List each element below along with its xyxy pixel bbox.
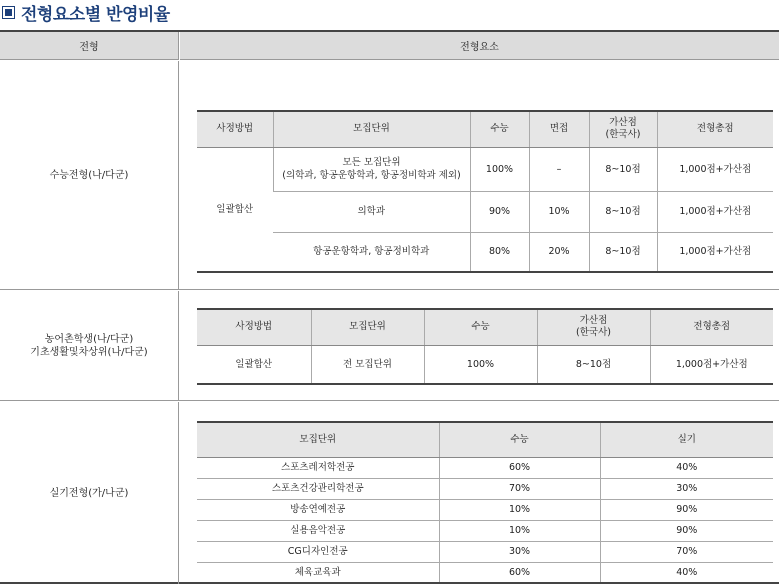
label-practical-admission: 실기전형(가/나군): [0, 402, 179, 584]
cell-interview: –: [529, 147, 589, 191]
cell-csat: 70%: [439, 478, 600, 499]
th-csat: 수능: [470, 111, 529, 147]
cell-method: 일괄합산: [197, 147, 273, 272]
th-bonus: 가산점 (한국사): [537, 309, 650, 345]
th-unit: 모집단위: [273, 111, 470, 147]
cell-bonus: 8~10점: [589, 232, 657, 272]
cell-csat: 80%: [470, 232, 529, 272]
header-admission-elements: 전형요소: [180, 32, 779, 60]
cell-unit: 방송연예전공: [197, 499, 439, 520]
cell-bonus: 8~10점: [589, 191, 657, 232]
th-bonus: 가산점 (한국사): [589, 111, 657, 147]
cell-csat: 100%: [424, 345, 537, 384]
th-total: 전형총점: [657, 111, 773, 147]
label-csat-admission: 수능전형(나/다군): [0, 61, 179, 289]
cell-method: 일괄합산: [235, 358, 273, 370]
cell-csat: 60%: [439, 562, 600, 583]
cell-unit: 의학과: [273, 191, 470, 232]
cell-practical: 40%: [600, 562, 773, 583]
header-admission-type: 전형: [0, 32, 179, 60]
cell-interview: 10%: [529, 191, 589, 232]
row-practical-admission: [0, 402, 779, 584]
cell-csat: 90%: [470, 191, 529, 232]
cell-csat: 10%: [439, 499, 600, 520]
th-unit: 모집단위: [311, 309, 424, 345]
cell-unit: 항공운항학과, 항공정비학과: [313, 246, 430, 258]
admission-ratio-table: [0, 30, 779, 584]
cell-bonus: 8~10점: [537, 345, 650, 384]
th-method: 사정방법: [197, 309, 311, 345]
cell-csat: 100%: [470, 147, 529, 191]
th-method: 사정방법: [197, 111, 273, 147]
cell-unit: CG디자인전공: [197, 541, 439, 562]
heading-title: 전형요소별 반영비율: [21, 4, 170, 25]
section-heading: [2, 0, 170, 24]
th-practical: 실기: [600, 422, 773, 457]
cell-practical: 90%: [600, 520, 773, 541]
practical-admission-table: [197, 421, 773, 584]
cell-total: 1,000점+가산점: [657, 232, 773, 272]
cell-practical: 90%: [600, 499, 773, 520]
cell-unit: 실용음악전공: [197, 520, 439, 541]
cell-total: 1,000점+가산점: [657, 191, 773, 232]
cell-csat: 60%: [439, 457, 600, 478]
cell-unit: 스포츠건강관리학전공: [197, 478, 439, 499]
cell-csat: 10%: [439, 520, 600, 541]
cell-unit: 모든 모집단위 (의학과, 항공운항학과, 항공정비학과 제외): [273, 147, 470, 191]
csat-admission-table: [197, 110, 773, 273]
cell-unit: 전 모집단위: [311, 345, 424, 384]
rural-lowincome-table: [197, 308, 773, 385]
cell-bonus: 8~10점: [589, 147, 657, 191]
cell-total: 1,000점+가산점: [650, 345, 773, 384]
square-bullet-icon: [2, 6, 15, 19]
cell-practical: 30%: [600, 478, 773, 499]
cell-practical: 40%: [600, 457, 773, 478]
th-unit: 모집단위: [197, 422, 439, 457]
cell-practical: 70%: [600, 541, 773, 562]
th-csat: 수능: [439, 422, 600, 457]
label-rural-lowincome-admission: 농어촌학생(나/다군) 기초생활및차상위(나/다군): [0, 291, 179, 400]
cell-unit: 체육교육과: [294, 566, 341, 578]
th-interview: 면접: [529, 111, 589, 147]
row-csat-admission: [0, 61, 779, 290]
cell-total: 1,000점+가산점: [657, 147, 773, 191]
th-csat: 수능: [424, 309, 537, 345]
cell-unit: 스포츠레저학전공: [197, 457, 439, 478]
cell-csat: 30%: [439, 541, 600, 562]
row-rural-lowincome-admission: [0, 291, 779, 401]
cell-interview: 20%: [529, 232, 589, 272]
th-total: 전형총점: [650, 309, 773, 345]
